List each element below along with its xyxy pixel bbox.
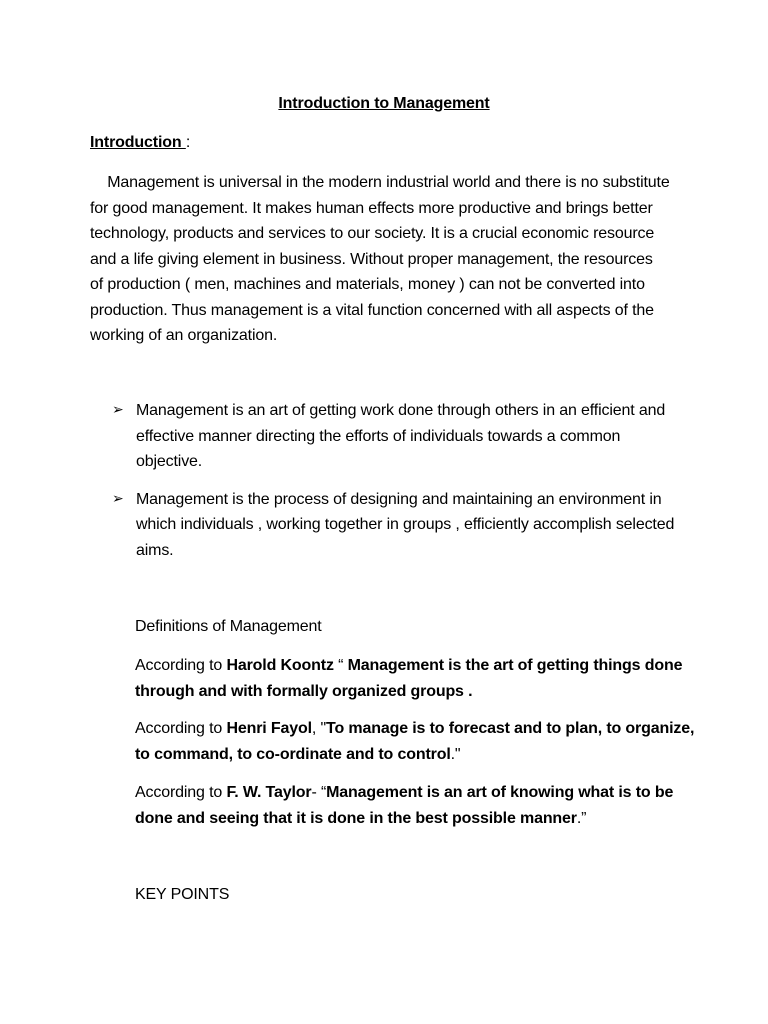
definition-prefix: According to — [135, 657, 227, 674]
intro-heading — [90, 133, 190, 153]
list-item — [112, 487, 684, 564]
page-title: Introduction to Management — [278, 95, 490, 112]
bullet-text: Management is an art of getting work done through others in an efficient and effective manner directing the efforts of individuals towards a common objective. — [136, 402, 666, 470]
definition-quote: Management is the art of getting things done through and with formally organized groups . — [135, 657, 683, 700]
definition-prefix: According to — [135, 784, 227, 801]
definition-quote: To manage is to forecast and to plan, to organize, to command, to co-ordinate and to control — [135, 720, 695, 763]
definition-author: Harold Koontz — [226, 657, 334, 674]
definition-open: “ — [333, 657, 348, 674]
definition-fayol — [135, 716, 695, 767]
bullet-list — [112, 398, 684, 563]
definition-koontz — [135, 653, 695, 704]
arrow-bullet-icon: ➢ — [112, 490, 124, 507]
definition-close: .” — [576, 809, 587, 827]
intro-heading-colon: : — [185, 134, 191, 151]
definition-quote: Management is an art of knowing what is to be done and seeing that it is done in the best possible manner — [135, 784, 674, 827]
definitions-heading: Definitions of Management — [135, 618, 322, 635]
definition-prefix: According to — [135, 720, 227, 737]
list-item — [112, 398, 684, 475]
arrow-bullet-icon: ➢ — [112, 402, 124, 418]
intro-paragraph-text: Management is universal in the modern industrial world and there is no substitute for good management. It makes human effects more productive and brings better technology, products and services to our society. It is a crucial economic resource and a life giving element in business. Without proper management, the resources of production ( men, machines and materials, money ) can not be converted into production. Thus management is a vital function concerned with all aspects of the working of an organization. — [90, 174, 670, 344]
definition-author: F. W. Taylor — [226, 784, 312, 801]
intro-paragraph — [90, 170, 670, 349]
bullet-text: Management is the process of designing and maintaining an environment in which individuals , working together in groups , efficiently accomplish selected aims. — [136, 490, 675, 559]
definition-open: , " — [311, 720, 327, 737]
definition-taylor — [135, 780, 695, 831]
definition-open: - “ — [311, 784, 327, 801]
intro-heading-label: Introduction — [90, 134, 186, 151]
definition-author: Henri Fayol — [226, 720, 312, 737]
definition-close: ." — [450, 745, 461, 763]
key-points-heading: KEY POINTS — [135, 886, 230, 903]
